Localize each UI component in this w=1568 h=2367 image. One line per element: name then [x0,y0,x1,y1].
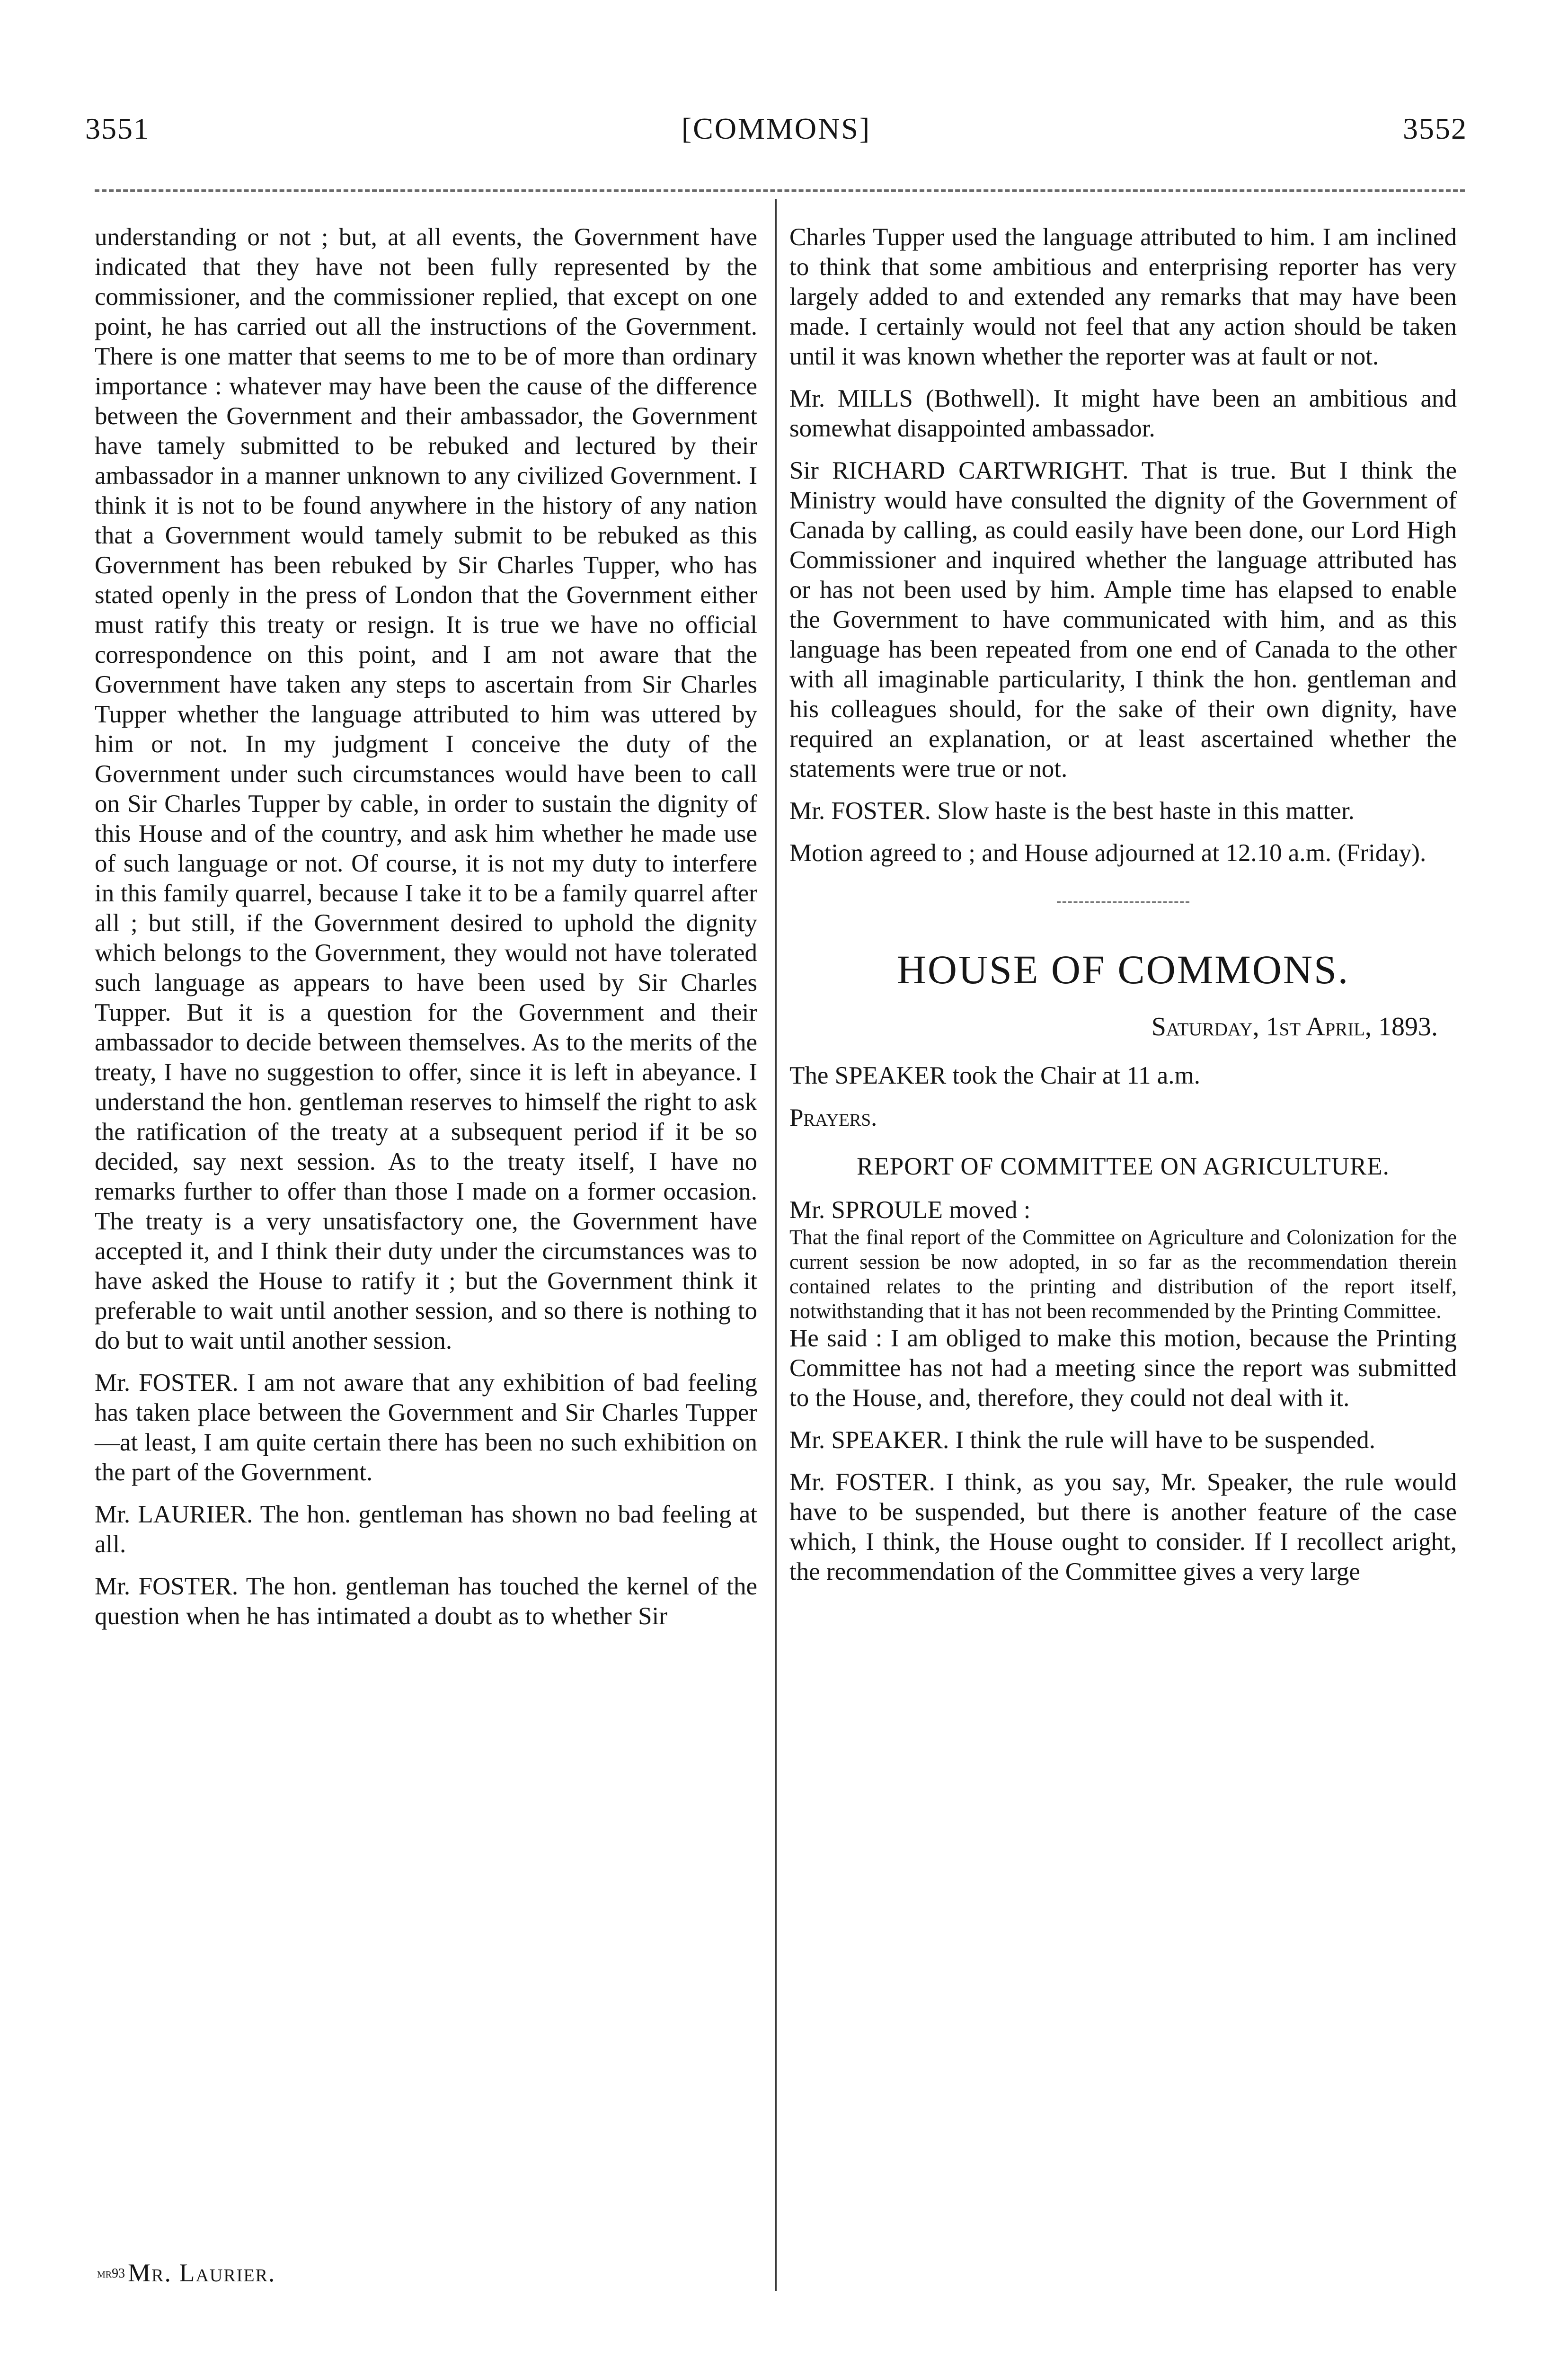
page-header [85,97,1467,154]
left-column [95,222,757,1631]
sitting-date: Saturday, 1st April, 1893. [1151,1012,1438,1041]
house-title: HOUSE OF COMMONS. [896,947,1350,992]
signature-code: mr93 [97,2266,125,2281]
right-paragraph-4: Mr. FOSTER. Slow haste is the best haste in this matter. [789,797,1355,825]
prayers-heading: Prayers. [789,1104,877,1131]
left-paragraph-1: understanding or not ; but, at all events, the Government have indicated that they have not been fully represented by the commissioner, and the commissioner replied, that except on one point, he has carried out all the instructions of the Government. There is one matter that seems to me to be of more than ordinary importance : whatever may have been the cause of the difference between the Government and their ambassador, the Government have tamely submitted to be rebuked and lectured by their ambassador in a manner unknown to any civilized Government. I think it is not to be found anywhere in the history of any nation that a Government would tamely submit to be rebuked as this Government has been rebuked by Sir Charles Tupper, who has stated openly in the press of London that the Government either must ratify this treaty or resign. It is true we have no official correspondence on this point, and I am not aware that the Government have taken any steps to ascertain from Sir Charles Tupper whether the language attributed to him was uttered by him or not. In my judgment I conceive the duty of the Government under such circumstances would have been to call on Sir Charles Tupper by cable, in order to sustain the dignity of this House and of the country, and ask him whether he made use of such language or not. Of course, it is not my duty to interfere in this family quarrel, because I take it to be a family quarrel after all ; but still, if the Government desired to uphold the dignity which belongs to the Government, they would not have tolerated such language as appears to have been used by Sir Charles Tupper. But it is a question for the Government and their ambassador to decide between themselves. As to the merits of the treaty, I have no suggestion to offer, since it is left in abeyance. I understand the hon. gentleman reserves to himself the right to ask the ratification of the treaty at a subsequent period if it be so decided, say next session. As to the treaty itself, I have no remarks further to offer than those I made on a former occasion. The treaty is a very unsatisfactory one, the Government have accepted it, and I think their duty under the circumstances was to have asked the House to ratify it ; but the Government think it preferable to wait until another session, and so there is nothing to do but to wait until another session. [95,223,757,1354]
right-paragraph-6: He said : I am obliged to make this motion, because the Printing Committee has not had a meeting since the report was submitted to the House, and, therefore, they could not deal with it. [789,1325,1457,1412]
right-column [789,222,1457,1587]
report-heading: REPORT OF COMMITTEE ON AGRICULTURE. [857,1153,1390,1180]
running-title: [COMMONS] [681,112,871,145]
right-paragraph-5: Motion agreed to ; and House adjourned at 12.10 a.m. (Friday). [789,839,1426,867]
left-paragraph-4: Mr. FOSTER. The hon. gentleman has touched the kernel of the question when he has intimated a doubt as to whether Sir [95,1573,757,1630]
motion-quote: That the final report of the Committee on Agriculture and Colonization for the current session be now adopted, in so far as the recommendation therein contained relates to the printing and distribution of the report itself, notwithstanding that it has not been recommended by the Printing Committee. [789,1226,1457,1323]
header-rule [95,189,1465,192]
right-paragraph-7: Mr. SPEAKER. I think the rule will have to be suspended. [789,1426,1375,1454]
page-number-right: 3552 [1403,112,1467,145]
right-paragraph-2: Mr. MILLS (Bothwell). It might have been an ambitious and somewhat disappointed ambassador. [789,385,1457,442]
page-signature [97,2258,275,2287]
page-number-left: 3551 [85,112,150,145]
left-paragraph-2: Mr. FOSTER. I am not aware that any exhibition of bad feeling has taken place between the Government and Sir Charles Tupper—at least, I am quite certain there has been no such exhibition on the part of the Government. [95,1369,757,1486]
right-paragraph-8: Mr. FOSTER. I think, as you say, Mr. Speaker, the rule would have to be suspended, but there is another feature of the case which, I think, the House ought to consider. If I recollect aright, the recommendation of the Committee gives a very large [789,1468,1457,1585]
section-divider [1057,901,1189,903]
sproule-moved: Mr. SPROULE moved : [789,1196,1031,1224]
speaker-line: The SPEAKER took the Chair at 11 a.m. [789,1062,1201,1089]
column-divider [775,199,777,2291]
left-paragraph-3: Mr. LAURIER. The hon. gentleman has shown no bad feeling at all. [95,1501,757,1558]
right-paragraph-1: Charles Tupper used the language attributed to him. I am inclined to think that some ambitious and enterprising reporter has very largely added to and extended any remarks that may have been made. I certainly would not feel that any action should be taken until it was known whether the reporter was at fault or not. [789,223,1457,370]
signature-name: Mr. Laurier. [128,2259,276,2287]
right-paragraph-3: Sir RICHARD CARTWRIGHT. That is true. But I think the Ministry would have consulted the dignity of the Government of Canada by calling, as could easily have been done, our Lord High Commissioner and inquired whether the language attributed has or has not been used by him. Ample time has elapsed to enable the Government to have communicated with him, and as this language has been repeated from one end of Canada to the other with all imaginable particularity, I think the hon. gentleman and his colleagues should, for the sake of their own dignity, have required an explanation, or at least ascertained whether the statements were true or not. [789,457,1457,783]
